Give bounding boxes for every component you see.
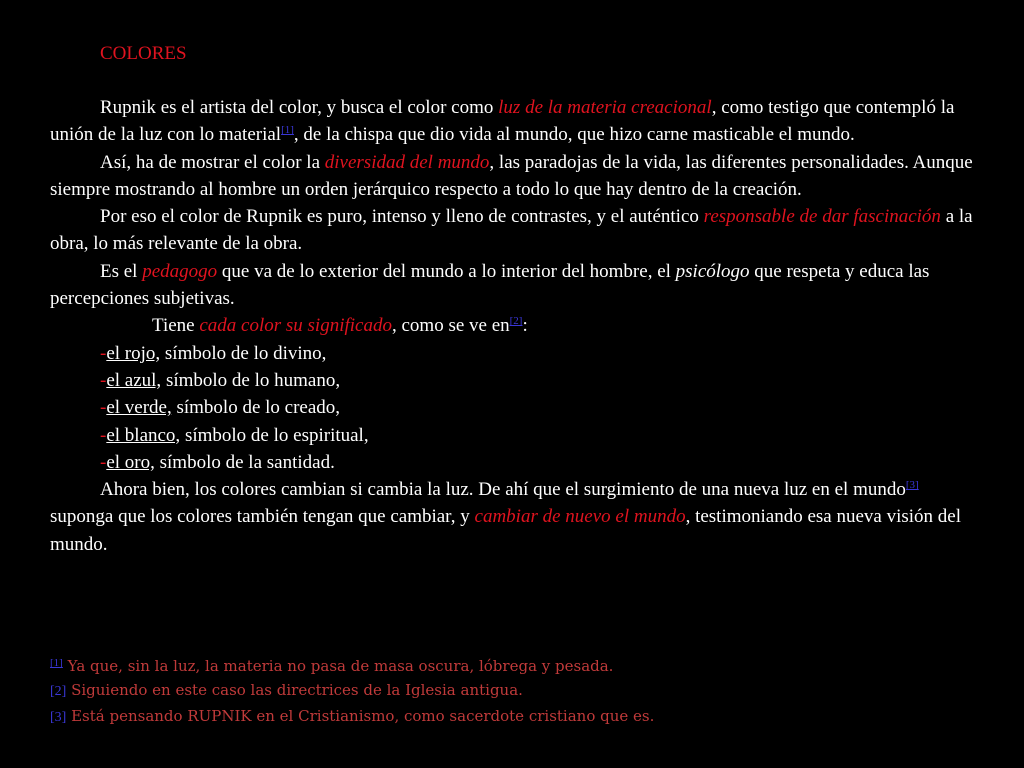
- footnote-1: [50, 654, 980, 678]
- text: Tiene: [152, 315, 200, 337]
- color-name: el azul,: [106, 369, 162, 391]
- emphasis: cada color su significado: [199, 315, 392, 337]
- slide-body: [50, 40, 980, 558]
- text: , las paradojas de la vida, las diferentes personalidades. Aunque siempre mostrando al hombre un orden jerárquico respecto a todo lo que hay dentro de la creación.: [50, 151, 973, 200]
- text: :: [522, 315, 528, 337]
- paragraph-3: [50, 203, 980, 258]
- text: Por eso el color de Rupnik es puro, intenso y lleno de contrastes, y el auténtico: [100, 206, 704, 228]
- paragraph-4: [50, 258, 980, 313]
- color-name: el blanco,: [106, 424, 181, 446]
- dash: -: [100, 397, 107, 419]
- color-item-green: [100, 394, 980, 421]
- text: Ahora bien, los colores cambian si cambia la luz. De ahí que el surgimiento de una nueva luz en el mundo: [100, 479, 906, 501]
- paragraph-1: [50, 94, 980, 149]
- paragraph-2: [50, 149, 980, 204]
- emphasis: luz de la materia creacional: [498, 97, 712, 118]
- color-meaning: símbolo de lo humano,: [161, 369, 341, 391]
- text: a la obra, lo más relevante de la obra.: [50, 206, 973, 255]
- footnotes: [50, 654, 980, 730]
- spacer: [50, 67, 980, 94]
- color-item-white: [100, 422, 980, 449]
- emphasis: pedagogo: [142, 260, 218, 282]
- text: Es el: [100, 260, 143, 282]
- color-name: el oro,: [106, 451, 155, 473]
- color-meaning: símbolo de la santidad.: [154, 451, 335, 473]
- color-name: el rojo,: [106, 342, 161, 364]
- footnote-text: Siguiendo en este caso las directrices de la Iglesia antigua.: [66, 681, 523, 699]
- page-title: COLORES: [100, 43, 187, 64]
- color-meaning: símbolo de lo divino,: [160, 342, 327, 364]
- emphasis: cambiar de nuevo el mundo: [474, 506, 686, 528]
- paragraph-5: [50, 312, 980, 339]
- footnote-ref-2[interactable]: [2]: [50, 684, 67, 699]
- text: que respeta y educa las percepciones subjetivas.: [50, 260, 930, 310]
- paragraph-6: [50, 476, 980, 558]
- emphasis-italic: psicólogo: [675, 260, 750, 282]
- emphasis: diversidad del mundo: [324, 151, 490, 173]
- emphasis: responsable de dar fascinación: [703, 206, 941, 228]
- text: que va de lo exterior del mundo a lo interior del hombre, el: [217, 260, 676, 282]
- footnote-text: Está pensando RUPNIK en el Cristianismo, como sacerdote cristiano que es.: [66, 707, 655, 725]
- dash: -: [100, 342, 107, 364]
- footnote-text: Ya que, sin la luz, la materia no pasa de masa oscura, lóbrega y pesada.: [62, 657, 614, 675]
- text: , como testigo que contempló la unión de la luz con lo material: [50, 97, 955, 146]
- dash: -: [100, 424, 107, 446]
- text: , como se ve en: [391, 315, 510, 337]
- footnote-link-1[interactable]: [1]: [281, 124, 294, 137]
- text: suponga que los colores también tengan que cambiar, y: [50, 506, 475, 528]
- color-meaning: símbolo de lo espiritual,: [180, 424, 369, 446]
- footnote-link-3[interactable]: [3]: [905, 479, 919, 492]
- text: Así, ha de mostrar el color la: [100, 151, 325, 173]
- text: , testimoniando esa nueva visión del mundo.: [50, 506, 962, 555]
- footnote-3: [50, 704, 980, 730]
- text: , de la chispa que dio vida al mundo, que hizo carne masticable el mundo.: [293, 124, 855, 146]
- footnote-link-2[interactable]: [2]: [509, 315, 523, 328]
- footnote-ref-1[interactable]: [1]: [50, 657, 63, 669]
- color-name: el verde,: [106, 397, 172, 419]
- dash: -: [100, 369, 107, 391]
- text: Rupnik es el artista del color, y busca el color como: [100, 97, 499, 118]
- footnote-ref-3[interactable]: [3]: [50, 710, 67, 725]
- color-meaning: símbolo de lo creado,: [171, 397, 341, 419]
- dash: -: [100, 451, 107, 473]
- footnote-2: [50, 678, 980, 704]
- color-item-red: [100, 340, 980, 367]
- color-item-blue: [100, 367, 980, 394]
- color-item-gold: [100, 449, 980, 476]
